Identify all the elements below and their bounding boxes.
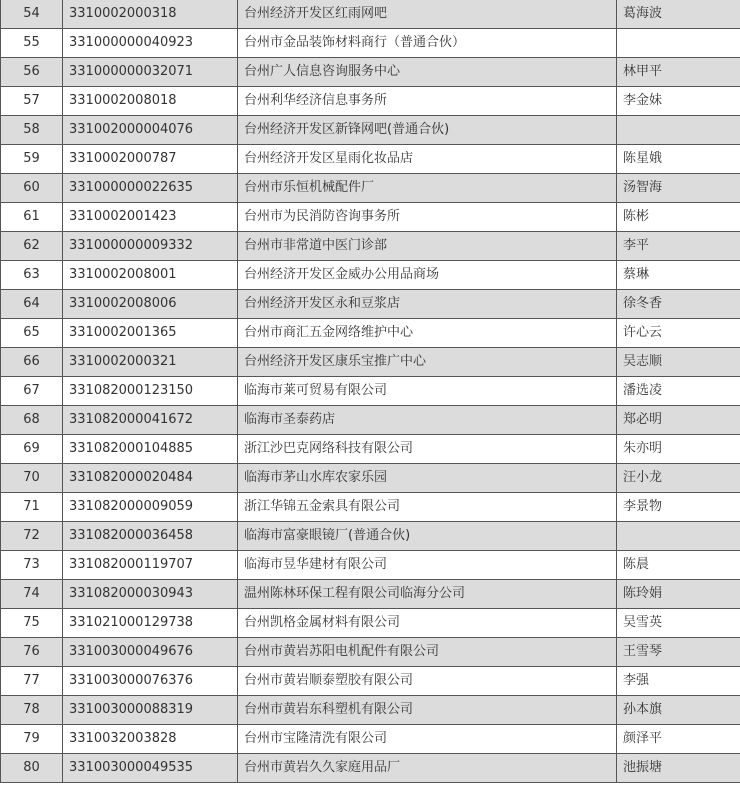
row-number-cell: 54 [1,0,63,29]
business-name-cell: 台州经济开发区康乐宝推广中心 [238,348,617,377]
table-row [1,609,740,638]
table-row [1,522,740,551]
responsible-person-cell: 林甲平 [617,58,740,87]
registration-code-cell: 331082000119707 [63,551,238,580]
business-name-cell: 台州市黄岩顺泰塑胶有限公司 [238,667,617,696]
business-name-cell: 台州市为民消防咨询事务所 [238,203,617,232]
business-name-cell: 台州经济开发区星雨化妆品店 [238,145,617,174]
row-number-cell: 55 [1,29,63,58]
business-name-cell: 台州市乐恒机械配件厂 [238,174,617,203]
business-name-cell: 台州经济开发区新锋网吧(普通合伙) [238,116,617,145]
registration-code-cell: 3310002001423 [63,203,238,232]
table-row [1,145,740,174]
business-name-cell: 台州市非常道中医门诊部 [238,232,617,261]
registration-code-cell: 331000000040923 [63,29,238,58]
row-number-cell: 70 [1,464,63,493]
row-number-cell: 66 [1,348,63,377]
business-name-cell: 台州经济开发区永和豆浆店 [238,290,617,319]
business-name-cell: 台州市商汇五金网络维护中心 [238,319,617,348]
registration-code-cell: 3310002008001 [63,261,238,290]
row-number-cell: 56 [1,58,63,87]
table-row [1,319,740,348]
business-name-cell: 台州凯格金属材料有限公司 [238,609,617,638]
table-row [1,116,740,145]
responsible-person-cell: 吴志顺 [617,348,740,377]
business-name-cell: 临海市富豪眼镜厂(普通合伙) [238,522,617,551]
business-name-cell: 台州市黄岩苏阳电机配件有限公司 [238,638,617,667]
business-name-cell: 台州市黄岩东科塑机有限公司 [238,696,617,725]
registration-code-cell: 331082000123150 [63,377,238,406]
row-number-cell: 57 [1,87,63,116]
registration-code-cell: 3310002000318 [63,0,238,29]
registration-code-cell: 331000000032071 [63,58,238,87]
row-number-cell: 61 [1,203,63,232]
business-name-cell: 临海市昱华建材有限公司 [238,551,617,580]
row-number-cell: 60 [1,174,63,203]
table-row [1,493,740,522]
row-number-cell: 79 [1,725,63,754]
table-row [1,87,740,116]
table-row [1,551,740,580]
responsible-person-cell: 孙本旗 [617,696,740,725]
row-number-cell: 68 [1,406,63,435]
table-row [1,638,740,667]
table-row [1,174,740,203]
row-number-cell: 59 [1,145,63,174]
business-name-cell: 临海市茅山水库农家乐园 [238,464,617,493]
registration-code-cell: 331082000009059 [63,493,238,522]
registration-code-cell: 3310002000787 [63,145,238,174]
registration-code-cell: 3310002001365 [63,319,238,348]
responsible-person-cell: 李强 [617,667,740,696]
business-name-cell: 温州陈林环保工程有限公司临海分公司 [238,580,617,609]
responsible-person-cell: 陈晨 [617,551,740,580]
registration-code-cell: 331082000104885 [63,435,238,464]
row-number-cell: 74 [1,580,63,609]
business-name-cell: 台州经济开发区金威办公用品商场 [238,261,617,290]
table-row [1,435,740,464]
table-row [1,232,740,261]
responsible-person-cell: 池振塘 [617,754,740,783]
table-row [1,0,740,29]
table-row [1,290,740,319]
responsible-person-cell: 王雪琴 [617,638,740,667]
registration-code-cell: 3310002008018 [63,87,238,116]
row-number-cell: 78 [1,696,63,725]
row-number-cell: 77 [1,667,63,696]
registration-code-cell: 331003000076376 [63,667,238,696]
responsible-person-cell: 李景物 [617,493,740,522]
row-number-cell: 64 [1,290,63,319]
business-name-cell: 台州经济开发区红雨网吧 [238,0,617,29]
registration-code-cell: 331082000041672 [63,406,238,435]
business-name-cell: 台州利华经济信息事务所 [238,87,617,116]
responsible-person-cell [617,116,740,145]
registration-code-cell: 331000000022635 [63,174,238,203]
registration-code-cell: 331000000009332 [63,232,238,261]
table-row [1,667,740,696]
business-name-cell: 台州市黄岩久久家庭用品厂 [238,754,617,783]
registration-code-cell: 331003000049535 [63,754,238,783]
row-number-cell: 76 [1,638,63,667]
table-row [1,348,740,377]
registration-code-cell: 331003000049676 [63,638,238,667]
responsible-person-cell: 陈玲娟 [617,580,740,609]
responsible-person-cell: 汪小龙 [617,464,740,493]
row-number-cell: 80 [1,754,63,783]
registration-code-cell: 3310032003828 [63,725,238,754]
row-number-cell: 58 [1,116,63,145]
row-number-cell: 72 [1,522,63,551]
responsible-person-cell: 吴雪英 [617,609,740,638]
table-row [1,406,740,435]
table-row [1,725,740,754]
business-name-cell: 台州广人信息咨询服务中心 [238,58,617,87]
row-number-cell: 65 [1,319,63,348]
row-number-cell: 75 [1,609,63,638]
responsible-person-cell: 陈彬 [617,203,740,232]
row-number-cell: 73 [1,551,63,580]
registration-code-cell: 331082000020484 [63,464,238,493]
table-row [1,696,740,725]
row-number-cell: 63 [1,261,63,290]
business-name-cell: 台州市金品装饰材料商行（普通合伙） [238,29,617,58]
table-row [1,377,740,406]
registration-code-cell: 331003000088319 [63,696,238,725]
responsible-person-cell: 潘选凌 [617,377,740,406]
row-number-cell: 67 [1,377,63,406]
table-row [1,203,740,232]
business-name-cell: 浙江沙巴克网络科技有限公司 [238,435,617,464]
table-row [1,580,740,609]
registration-code-cell: 3310002008006 [63,290,238,319]
responsible-person-cell: 葛海波 [617,0,740,29]
business-name-cell: 临海市圣泰药店 [238,406,617,435]
responsible-person-cell [617,29,740,58]
table-row [1,58,740,87]
responsible-person-cell: 颜泽平 [617,725,740,754]
table-row [1,754,740,783]
registration-code-cell: 331002000004076 [63,116,238,145]
responsible-person-cell: 郑必明 [617,406,740,435]
responsible-person-cell: 陈星娥 [617,145,740,174]
row-number-cell: 71 [1,493,63,522]
responsible-person-cell: 汤智海 [617,174,740,203]
row-number-cell: 62 [1,232,63,261]
registration-code-cell: 3310002000321 [63,348,238,377]
registration-code-cell: 331082000030943 [63,580,238,609]
responsible-person-cell: 蔡琳 [617,261,740,290]
responsible-person-cell: 李平 [617,232,740,261]
table-row [1,29,740,58]
responsible-person-cell: 徐冬香 [617,290,740,319]
business-name-cell: 浙江华锦五金索具有限公司 [238,493,617,522]
table-row [1,464,740,493]
registration-code-cell: 331021000129738 [63,609,238,638]
responsible-person-cell: 李金妹 [617,87,740,116]
business-name-cell: 临海市莱可贸易有限公司 [238,377,617,406]
responsible-person-cell: 朱亦明 [617,435,740,464]
business-name-cell: 台州市宝隆清洗有限公司 [238,725,617,754]
responsible-person-cell [617,522,740,551]
table-body [1,0,740,783]
responsible-person-cell: 许心云 [617,319,740,348]
table-row [1,261,740,290]
row-number-cell: 69 [1,435,63,464]
registration-code-cell: 331082000036458 [63,522,238,551]
